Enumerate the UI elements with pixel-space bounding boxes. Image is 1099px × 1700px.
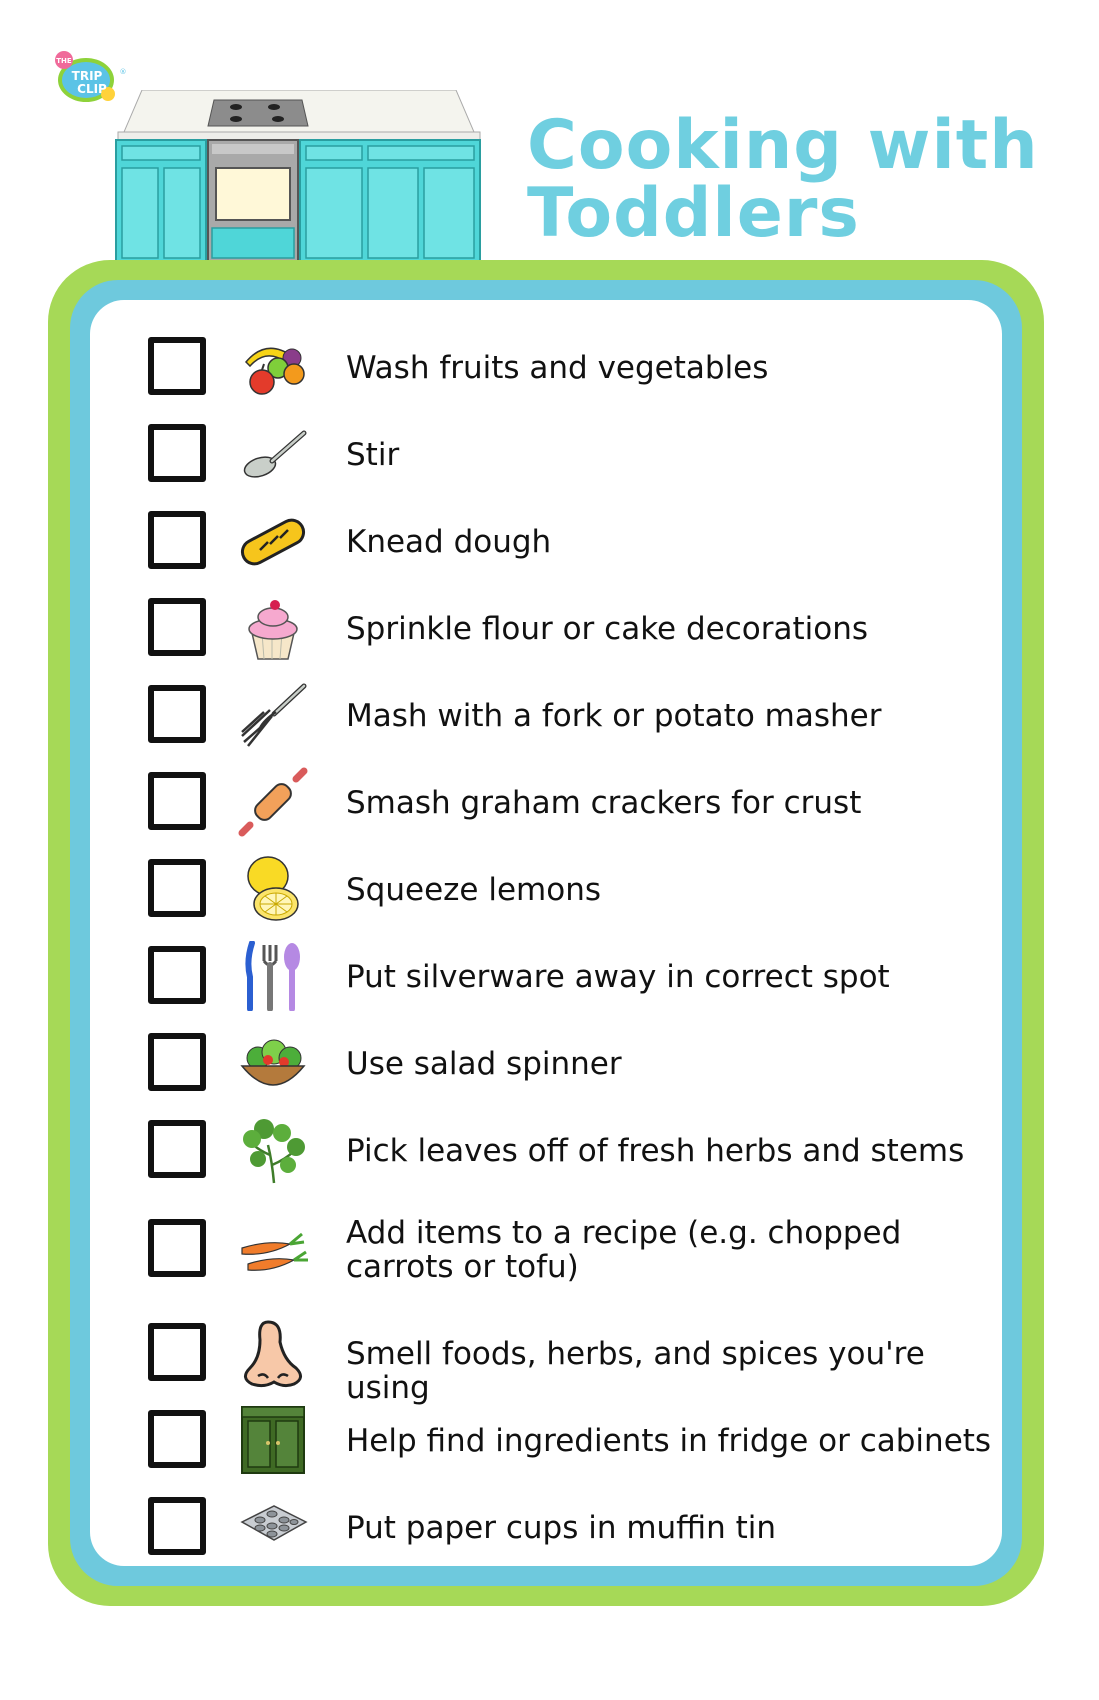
lemon-icon — [238, 854, 308, 924]
bread-loaf-icon — [238, 506, 308, 576]
title-line-1: Cooking with — [527, 106, 1039, 185]
item-label: Smell foods, herbs, and spices you're using — [346, 1336, 925, 1406]
cabinet-icon — [238, 1405, 308, 1475]
carrots-icon — [238, 1214, 308, 1284]
checkbox[interactable] — [148, 511, 206, 569]
checkbox[interactable] — [148, 424, 206, 482]
checkbox[interactable] — [148, 859, 206, 917]
spoon-icon — [238, 419, 308, 489]
item-label: Smash graham crackers for crust — [346, 785, 862, 821]
herb-icon — [238, 1115, 308, 1185]
logo-the: THE — [56, 57, 72, 65]
fruit-basket-icon — [238, 332, 308, 402]
checkbox[interactable] — [148, 772, 206, 830]
checkbox[interactable] — [148, 1410, 206, 1468]
salad-bowl-icon — [238, 1028, 308, 1098]
checkbox[interactable] — [148, 1497, 206, 1555]
rolling-pin-icon — [238, 767, 308, 837]
silverware-icon — [238, 941, 308, 1011]
logo-registered: ® — [119, 68, 127, 76]
checkbox[interactable] — [148, 1033, 206, 1091]
muffin-tin-icon — [238, 1492, 308, 1562]
item-label: Put paper cups in muffin tin — [346, 1510, 777, 1546]
cupcake-icon — [238, 593, 308, 663]
checkbox[interactable] — [148, 685, 206, 743]
item-label: Help find ingredients in fridge or cabinets — [346, 1423, 992, 1459]
checkbox[interactable] — [148, 1120, 206, 1178]
item-label: Wash fruits and vegetables — [346, 350, 769, 386]
checkbox[interactable] — [148, 1323, 206, 1381]
item-label: Stir — [346, 437, 400, 473]
item-label: Knead dough — [346, 524, 552, 560]
item-label: Pick leaves off of fresh herbs and stems — [346, 1133, 965, 1169]
logo-clip: CLIP — [77, 82, 107, 96]
checkbox[interactable] — [148, 598, 206, 656]
item-label: Sprinkle flour or cake decorations — [346, 611, 869, 647]
item-label: Squeeze lemons — [346, 872, 601, 908]
title-line-2: Toddlers — [527, 174, 860, 253]
checkbox[interactable] — [148, 1219, 206, 1277]
checkbox[interactable] — [148, 337, 206, 395]
item-label: Put silverware away in correct spot — [346, 959, 890, 995]
item-label: Use salad spinner — [346, 1046, 622, 1082]
item-label: Add items to a recipe (e.g. chopped carrots or tofu) — [346, 1215, 902, 1285]
checkbox[interactable] — [148, 946, 206, 1004]
fork-icon — [238, 680, 308, 750]
logo-trip: TRIP — [71, 69, 103, 83]
nose-icon — [238, 1318, 308, 1388]
item-label: Mash with a fork or potato masher — [346, 698, 882, 734]
